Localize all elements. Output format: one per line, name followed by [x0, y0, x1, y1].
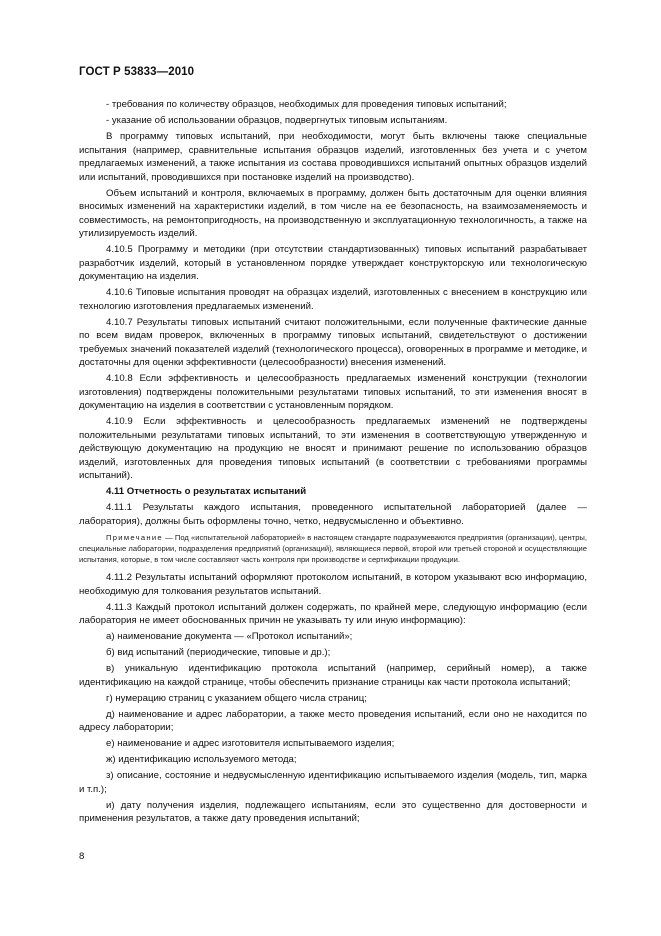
paragraph: 4.10.6 Типовые испытания проводят на образцах изделий, изготовленных с внесением в конструкцию или технологию изготовления предлагаемых изменений. [79, 287, 587, 312]
list-item: б) вид испытаний (периодические, типовые и др.); [106, 647, 331, 658]
paragraph: 4.10.8 Если эффективность и целесообразность предлагаемых изменений конструкции (технологии изготовления) подтверждены положительными результатами типовых испытаний, то эти изменения вносят в документацию на изделия в соответствии с установленным порядком. [79, 373, 587, 411]
paragraph: 4.10.5 Программу и методики (при отсутствии стандартизованных) типовых испытаний разрабатывает разработчик изделий, который в установленном порядке утверждает конструкторскую или технологическую документацию на изделия. [79, 244, 587, 282]
paragraph: 4.11.3 Каждый протокол испытаний должен содержать, по крайней мере, следующую информацию (если лаборатория не имеет обоснованных причин не указывать ту или иную информацию): [79, 601, 587, 626]
paragraph: 4.11.2 Результаты испытаний оформляют протоколом испытаний, в котором указывают всю информацию, необходимую для толкования результатов испытаний. [79, 572, 587, 597]
page-number: 8 [79, 851, 85, 862]
list-item: ж) идентификацию используемого метода; [106, 754, 297, 765]
list-item: е) наименование и адрес изготовителя испытываемого изделия; [106, 738, 395, 749]
list-item: а) наименование документа — «Протокол испытаний»; [106, 631, 353, 642]
list-item: в) уникальную идентификацию протокола испытаний (например, серийный номер), а также идентификацию на каждой странице, чтобы обеспечить признание страницы как части протокола испытаний; [79, 663, 587, 688]
paragraph: В программу типовых испытаний, при необходимости, могут быть включены также специальные испытания (например, сравнительные испытания образцов изделий, изготовленных без учета и с учетом предлагаемых изменений, а также испытания из состава проводившихся испытаний опытных образцов изделий или испытаний, проводившихся при постановке изделий на производство). [79, 131, 587, 183]
paragraph: - требования по количеству образцов, необходимых для проведения типовых испытаний; [106, 99, 507, 110]
list-item: д) наименование и адрес лаборатории, а также место проведения испытаний, если оно не находится по адресу лаборатории; [79, 708, 587, 733]
list-item: г) нумерацию страниц с указанием общего числа страниц; [106, 692, 367, 704]
paragraph: Объем испытаний и контроля, включаемых в программу, должен быть достаточным для оценки влияния вносимых изменений на характеристики изделий, в том числе на ее безопасность, на взаимозаменяемость и совместимость, на ремонтопригодность, на производственную и эксплуатационную технологичность, а также на утилизируемость изделий. [79, 187, 587, 239]
list-item: з) описание, состояние и недвусмысленную идентификацию испытываемого изделия (модель, тип, марка и т.п.); [79, 770, 587, 795]
paragraph: - указание об использовании образцов, подвергнутых типовым испытаниям. [106, 115, 448, 126]
note-label: Примечание [106, 533, 163, 542]
paragraph: 4.10.9 Если эффективность и целесообразность предлагаемых изменений не подтверждены положительными результатами типовых испытаний, то эти изменения в соответствующую утвержденную и действующую документацию на продукцию не вносят и принимают решение по использованию образцов изделий, изготовленных для проведения типовых испытаний (в соответствии с требованиями программы испытаний). [79, 416, 587, 481]
document-header: ГОСТ Р 53833—2010 [79, 66, 195, 78]
section-heading: 4.11 Отчетность о результатах испытаний [106, 486, 307, 497]
note [79, 532, 587, 565]
paragraph: 4.10.7 Результаты типовых испытаний считают положительными, если полученные фактические данные по всем видам проверок, включенных в программу типовых испытаний, свидетельствуют о достижении требуемых значений показателей изделий (технологического процесса), оговоренных в программе и методике, и достаточны для оценки эффективности (целесообразности) внесения изменений. [79, 316, 587, 368]
note-text: — Под «испытательной лабораторией» в настоящем стандарте подразумеваются предприятия (организации), центры, специальные лаборатории, подразделения предприятий (организаций), являющиеся первой, второй или третьей стороной и осуществляющие испытания, которые, в том числе составляют часть контроля при производстве и сертификации продукции. [79, 533, 587, 564]
list-item: и) дату получения изделия, подлежащего испытаниям, если это существенно для достоверности и применения результатов, а также дату проведения испытаний; [79, 799, 587, 824]
document-body [79, 98, 587, 828]
paragraph: 4.11.1 Результаты каждого испытания, проведенного испытательной лабораторией (далее — лаборатория), должны быть оформлены точно, четко, недвусмысленно и объективно. [79, 502, 587, 527]
